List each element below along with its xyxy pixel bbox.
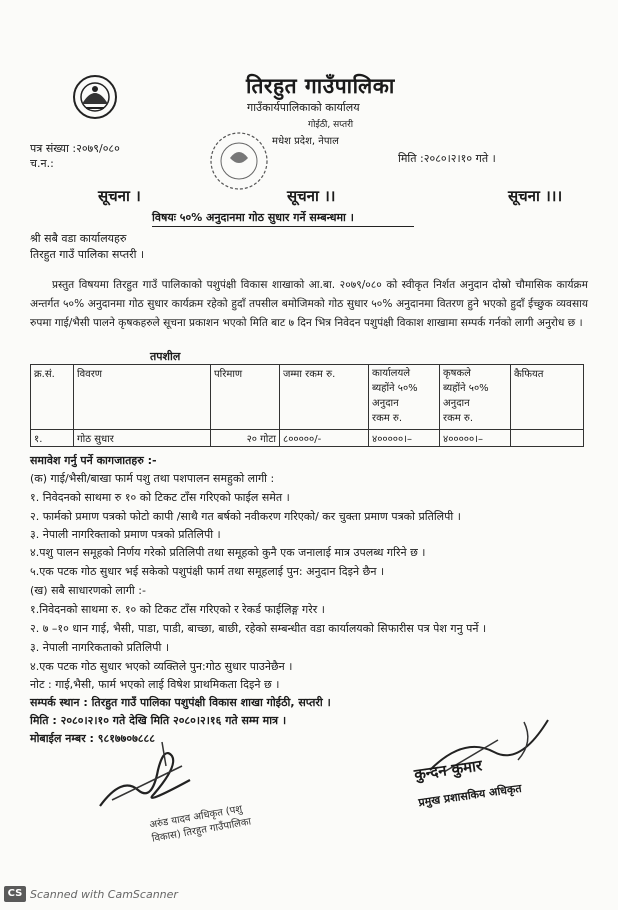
notice-label-middle: सूचना ।। bbox=[287, 187, 336, 205]
cell-office-share: ४०००००।– bbox=[369, 430, 440, 447]
right-signatory-title: प्रमुख प्रशासकिय अधिकृत bbox=[417, 781, 523, 810]
office-subtitle: गाउँकार्यपालिकाको कार्यालय bbox=[247, 101, 360, 114]
section-a-item: ३. नेपाली नागरिक्ताको प्रमाण पत्रको प्रतिलिपी । bbox=[30, 528, 221, 541]
cell-total: ८०००००/- bbox=[280, 430, 369, 447]
header-description: विवरण bbox=[74, 365, 211, 430]
dispatch-number: च.न.: bbox=[30, 157, 54, 170]
subject-line: विषयः ५०% अनुदानमा गोठ सुधार गर्ने सम्बन्धमा । bbox=[152, 211, 354, 224]
header-farmer-share-line: कृषकले bbox=[443, 368, 471, 379]
cell-remarks bbox=[511, 430, 584, 447]
recipient-line-2: तिरहुत गाउँ पालिका सप्तरी । bbox=[30, 248, 145, 261]
contact-mobile: मोबाईल नम्बर : ९८१७७०७८८८ bbox=[30, 732, 155, 745]
section-b-item: ४.एक पटक गोठ सुधार भएको व्यक्तिले पुन:गोठ सुधार पाउनेछैन । bbox=[30, 660, 293, 673]
camscanner-logo-icon: CS bbox=[4, 886, 26, 902]
cell-sn: १. bbox=[31, 430, 74, 447]
nepal-emblem-icon bbox=[72, 74, 118, 120]
section-a-item: ५.एक पटक गोठ सुधार भई सकेको पशुपंक्षी फार्म तथा समूहलाई पुन: अनुदान दिइने छैन । bbox=[30, 565, 385, 578]
header-total-amount: जम्मा रकम रु. bbox=[280, 365, 369, 430]
office-name: तिरहुत गाउँपालिका bbox=[246, 74, 395, 98]
table-row bbox=[31, 430, 584, 447]
section-b-title: (ख) सबै साधारणको लागी :- bbox=[30, 584, 146, 597]
body-paragraph: प्रस्तुत विषयमा तिरहुत गाउँ पालिकाको पशुपंक्षी विकास शाखाको आ.बा. २०७९/०८० को स्वीकृत निर्शत अनुदान दोस्रो चौमासिक कार्यक्रम अन्तर्गत ५०% अनुदानमा गोठ सुधार कार्यक्रम रहेको हुदाँ तपसील बमोजिमको गोठ सुधार ५०% अनुदानमा वितरण हुने भएको हुदाँ ईच्छुक व्यवसाय रुपमा गाई/भैसी पालने कृषकहरुले सूचना प्रकाशन भएको मिति बाट ७ दिन भित्र निवेदन पशुपंक्षी विकाश शाखामा सम्पर्क गर्नको लागी अनुरोध छ । bbox=[30, 279, 588, 329]
header-office-share-line: रकम रु. bbox=[372, 413, 403, 424]
office-stamp-icon bbox=[208, 128, 270, 194]
office-province: मधेश प्रदेश, नेपाल bbox=[272, 136, 339, 147]
header-farmer-share-line: ब्यहोंने ५०% bbox=[443, 383, 489, 394]
right-signatory-name: कुन्दन कुमार bbox=[413, 756, 484, 784]
header-office-share-line: अनुदान bbox=[372, 398, 399, 409]
header-office-share-line: कार्यालयले bbox=[372, 368, 411, 379]
letter-date: मिति :२०८०।२।१० गते । bbox=[398, 152, 496, 165]
cell-quantity: २० गोटा bbox=[211, 430, 280, 447]
header-office-share-line: ब्यहोंने ५०% bbox=[372, 383, 418, 394]
notice-label-right: सूचना ।।। bbox=[508, 187, 563, 205]
header-remarks: कैफियत bbox=[511, 365, 584, 430]
contact-place: सम्पर्क स्थान : तिरहुत गाउँ पालिका पशुपंक्षी विकास शाखा गोईठी, सप्तरी । bbox=[30, 696, 331, 709]
documents-title: समावेश गर्नु पर्ने कागजातहरु :- bbox=[30, 454, 157, 467]
section-a-item: २. फार्मको प्रमाण पत्रको फोटो कापी /साथै गत बर्षको नवीकरण गरिएको/ कर चुक्ता प्रमाण पत्रको प्रतिलिपी । bbox=[30, 510, 461, 523]
recipient-line-1: श्री सबै वडा कार्यालयहरु bbox=[30, 232, 127, 245]
notice-label-left: सूचना । bbox=[98, 187, 141, 205]
section-a-title: (क) गाई/भैसी/बाखा फार्म पशु तथा पशपालन समहुको लागी : bbox=[30, 472, 275, 485]
section-b-item: ३. नेपाली नागरिकताको प्रतिलिपी । bbox=[30, 641, 170, 654]
header-quantity: परिमाण bbox=[211, 365, 280, 430]
section-a-item: १. निवेदनको साथमा रु १० को टिकट टाँस गरिएको फाईल समेत । bbox=[30, 491, 290, 504]
left-signature-icon bbox=[92, 736, 202, 812]
table-caption: तपशील bbox=[150, 350, 181, 363]
left-officer-stamp: अरुंड यादव अधिकृत (पशु विकास) तिरहुत गाउँपालिका bbox=[148, 803, 252, 845]
section-b-item: १.निवेदनको साथमा रु. १० को टिकट टाँस गरिएको र रेकर्ड फाईलिङ्ग गरेर । bbox=[30, 603, 325, 616]
note-line: नोट : गाई,भैसी, फार्म भएको लाई विषेश प्राथमिकता दिइने छ । bbox=[30, 678, 280, 691]
header-sn: क्र.सं. bbox=[31, 365, 74, 430]
section-b-item: २. ७ –१० धान गाई, भैसी, पाडा, पाडी, बाच्छा, बाछी, रहेको सम्बन्धीत वडा कार्यालयको सिफारीस पत्र पेश गनु पर्ने । bbox=[30, 622, 487, 635]
header-farmer-share-line: रकम रु. bbox=[443, 413, 474, 424]
contact-period: मिति : २०८०।२।१० गते देखि मिति २०८०।२।१६ गते सम्म मात्र । bbox=[30, 714, 287, 727]
office-address: गोईठी, सप्तरी bbox=[308, 120, 354, 130]
table-header-row bbox=[31, 365, 584, 430]
details-table bbox=[30, 364, 584, 447]
subject-underline bbox=[152, 226, 414, 227]
cell-description: गोठ सुधार bbox=[74, 430, 211, 447]
header-farmer-share-line: अनुदान bbox=[443, 398, 470, 409]
letter-number: पत्र संख्या :२०७९/०८० bbox=[30, 142, 120, 155]
cell-farmer-share: ४०००००।– bbox=[440, 430, 511, 447]
header-farmer-share bbox=[440, 365, 511, 430]
header-office-share bbox=[369, 365, 440, 430]
camscanner-watermark: Scanned with CamScanner bbox=[30, 888, 178, 901]
section-a-item: ४.पशु पालन समूहको निर्णय गरेको प्रतिलिपी तथा समूहको कुनै एक जनालाई मात्र उपलब्ध गरिने छ । bbox=[30, 546, 426, 559]
